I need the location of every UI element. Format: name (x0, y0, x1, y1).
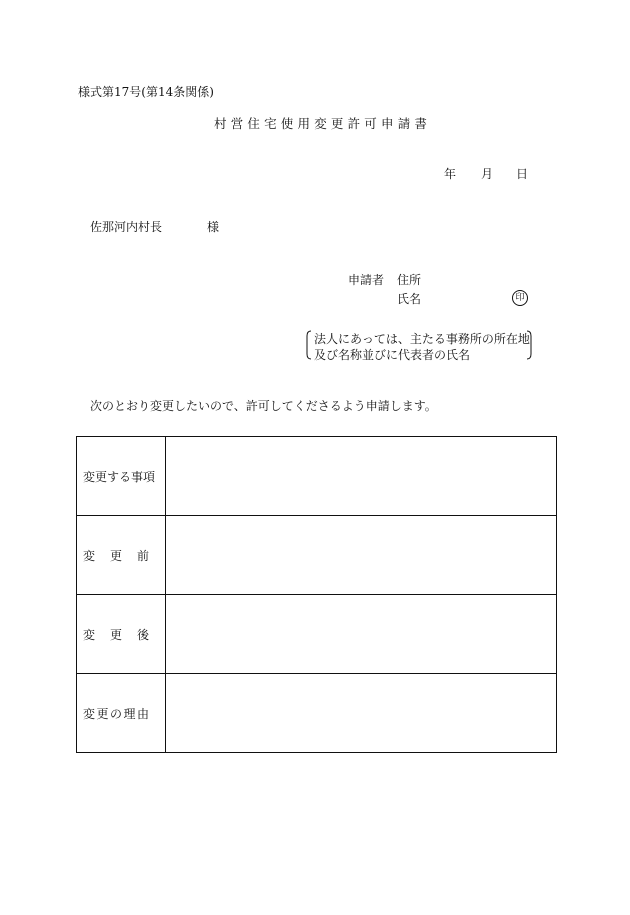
seal-icon: 印 (512, 290, 528, 306)
row-label-char: 後 (136, 627, 149, 642)
date-month-label: 月 (481, 167, 494, 181)
row-value-before[interactable] (166, 516, 557, 595)
request-sentence: 次のとおり変更したいので、許可してくださるよう申請します。 (90, 399, 437, 413)
row-label-char: 由 (136, 706, 149, 721)
row-value-reason[interactable] (166, 674, 557, 753)
row-label-change-item (77, 437, 166, 516)
row-value-change-item[interactable] (166, 437, 557, 516)
row-label-char: 変 (83, 706, 96, 721)
row-label-char: 理 (123, 706, 136, 721)
form-number: 様式第17号(第14条関係) (78, 85, 214, 99)
row-label-char: 更 (109, 548, 122, 563)
row-label-after (77, 595, 166, 674)
row-label-char: 変 (83, 548, 96, 563)
address-label: 住所 (397, 273, 422, 287)
row-label-char: 更 (109, 627, 122, 642)
row-label-reason (77, 674, 166, 753)
row-value-after[interactable] (166, 595, 557, 674)
note-line-2: 及び名称並びに代表者の氏名 (314, 348, 471, 362)
date-year-label: 年 (444, 167, 457, 181)
note-line-1: 法人にあっては、主たる事務所の所在地 (314, 332, 530, 346)
row-label-char: 変 (83, 627, 96, 642)
table-row (77, 437, 557, 516)
addressee-name: 佐那河内村長 (90, 220, 163, 234)
addressee-honorific: 様 (207, 220, 220, 234)
row-label-text: 変更する事項 (83, 469, 156, 484)
date-day-label: 日 (516, 167, 529, 181)
document-title: 村営住宅使用変更許可申請書 (214, 116, 432, 131)
applicant-label: 申請者 (348, 273, 385, 287)
corporate-note (306, 330, 532, 360)
row-label-char: 更 (96, 706, 109, 721)
row-label-before (77, 516, 166, 595)
table-row (77, 674, 557, 753)
table-row (77, 595, 557, 674)
row-label-char: 前 (136, 548, 149, 563)
change-table (76, 436, 557, 753)
table-row (77, 516, 557, 595)
row-label-char: の (109, 706, 122, 721)
name-label: 氏名 (397, 292, 422, 306)
